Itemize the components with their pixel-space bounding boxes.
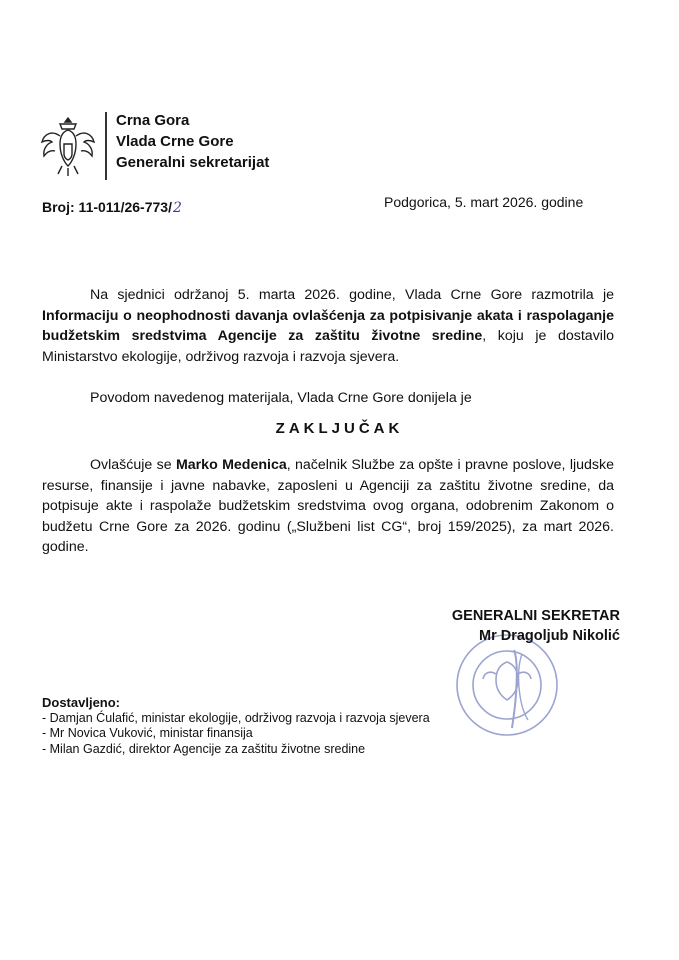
distribution-item: - Mr Novica Vuković, ministar finansija — [42, 726, 430, 742]
paragraph-intro — [42, 285, 614, 367]
paragraph-conclusion — [42, 455, 614, 558]
place-date: Podgorica, 5. mart 2026. godine — [384, 194, 584, 210]
distribution-items — [42, 711, 430, 758]
conclusion-title: ZAKLJUČAK — [275, 420, 404, 437]
paragraph-adoption: Povodom navedenog materijala, Vlada Crne Gore donijela je — [90, 390, 472, 406]
letterhead-government: Vlada Crne Gore — [116, 133, 234, 150]
letterhead-country: Crna Gora — [116, 112, 190, 129]
paragraph-intro-bold: Informaciju o neophodnosti davanja ovlašćenja za potpisivanje akata i raspolaganje budžetskim sredstvima Agencije za zaštitu životne sredine — [42, 307, 614, 344]
distribution-item: - Damjan Ćulafić, ministar ekologije, održivog razvoja i razvoja sjevera — [42, 711, 430, 727]
paragraph-intro-part1: Na sjednici održanoj 5. marta 2026. godine, Vlada Crne Gore razmotrila je — [90, 287, 614, 303]
distribution-list — [42, 695, 430, 757]
signature-title: GENERALNI SEKRETAR — [451, 608, 620, 624]
signature-block — [400, 606, 620, 646]
header-divider — [105, 112, 107, 180]
distribution-label: Dostavljeno: — [42, 695, 121, 710]
reference-number-text: Broj: 11-011/26-773/ — [42, 199, 172, 215]
official-stamp — [452, 630, 562, 740]
reference-number — [42, 199, 182, 216]
paragraph-conclusion-part2: , načelnik Službe za opšte i pravne poslove, ljudske resurse, finansije i javne nabavke, zaposleni u Agenciji za zaštitu životne sredine, da potpisuje akte i raspolaže budžetskim sredstvima ovog organa, odobrenim Zakonom o budžetu Crne Gore za 2026. godinu („Službeni list CG“, broj 159/2025), za mart 2026. godine. — [42, 457, 614, 555]
letterhead-office: Generalni sekretarijat — [116, 154, 270, 171]
signature-name: Mr Dragoljub Nikolić — [479, 628, 620, 644]
paragraph-conclusion-part1: Ovlašćuje se — [90, 457, 176, 473]
paragraph-conclusion-bold: Marko Medenica — [175, 457, 287, 473]
distribution-item: - Milan Gazdić, direktor Agencije za zaštitu životne sredine — [42, 742, 430, 758]
paragraph-intro-part2: , koju je dostavilo Ministarstvo ekologije, održivog razvoja i razvoja sjevera. — [42, 328, 614, 365]
coat-of-arms-icon — [40, 114, 96, 178]
reference-handwritten-suffix: 2 — [172, 200, 182, 216]
letterhead — [116, 110, 269, 173]
